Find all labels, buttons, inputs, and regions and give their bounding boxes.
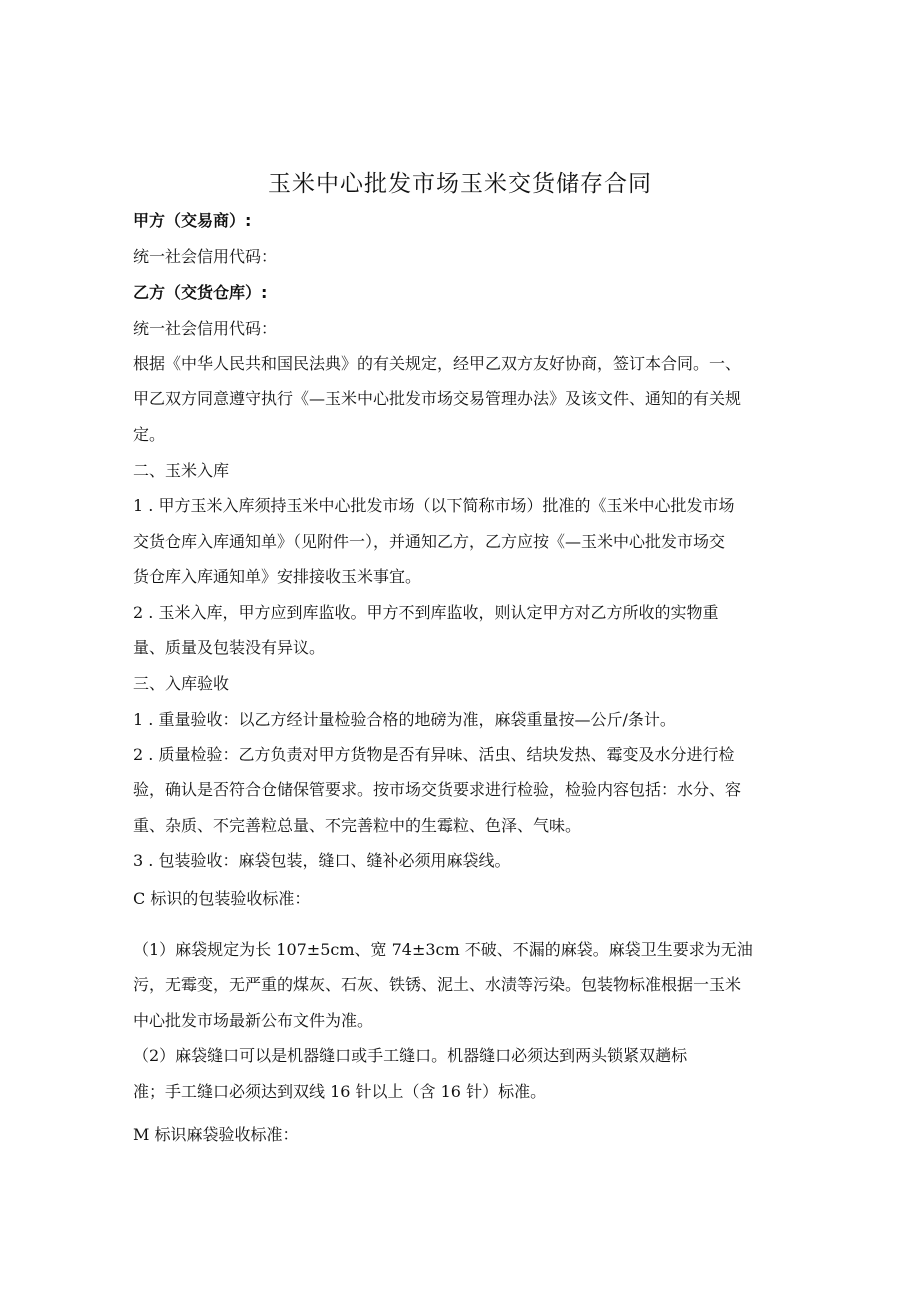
- party-b-label: 乙方（交货仓库）:: [133, 283, 268, 302]
- paragraph-line: 1 . 重量验收：以乙方经计量检验合格的地磅为准，麻袋重量按—公斤/条计。: [133, 710, 676, 729]
- section-heading: 三、入库验收: [133, 674, 230, 693]
- paragraph-line: 验，确认是否符合仓储保管要求。按市场交货要求进行检验，检验内容包括：水分、容: [133, 780, 742, 799]
- paragraph-line: 准；手工缝口必须达到双线 16 针以上（含 16 针）标准。: [133, 1082, 547, 1101]
- credit-code-b: 统一社会信用代码：: [133, 319, 278, 338]
- paragraph-line: 2 . 玉米入库，甲方应到库监收。甲方不到库监收，则认定甲方对乙方所收的实物重: [133, 603, 719, 622]
- credit-code-a: 统一社会信用代码：: [133, 247, 278, 266]
- paragraph-line: 污，无霉变，无严重的煤灰、石灰、铁锈、泥土、水渍等污染。包装物标准根据一玉米: [133, 975, 742, 994]
- paragraph-line: 3 . 包装验收：麻袋包装，缝口、缝补必须用麻袋线。: [133, 851, 511, 870]
- document-title: 玉米中心批发市场玉米交货储存合同: [268, 171, 652, 197]
- subsection-heading: C 标识的包装验收标准：: [133, 889, 311, 908]
- paragraph-line: （2）麻袋缝口可以是机器缝口或手工缝口。机器缝口必须达到两头锁紧双趟标: [133, 1046, 688, 1065]
- paragraph-line: 根据《中华人民共和国民法典》的有关规定，经甲乙双方友好协商，签订本合同。一、: [133, 354, 742, 373]
- paragraph-line: 中心批发市场最新公布文件为准。: [133, 1011, 374, 1030]
- paragraph-line: 1 . 甲方玉米入库须持玉米中心批发市场（以下简称市场）批准的《玉米中心批发市场: [133, 496, 735, 515]
- paragraph-line: 交货仓库入库通知单》（见附件一），并通知乙方，乙方应按《—玉米中心批发市场交: [133, 532, 726, 551]
- subsection-heading: M 标识麻袋验收标准：: [133, 1125, 299, 1144]
- section-heading: 二、玉米入库: [133, 461, 230, 480]
- paragraph-line: 重、杂质、不完善粒总量、不完善粒中的生霉粒、色泽、气味。: [133, 816, 582, 835]
- paragraph-line: 甲乙双方同意遵守执行《—玉米中心批发市场交易管理办法》及该文件、通知的有关规: [133, 389, 742, 408]
- paragraph-line: 量、质量及包装没有异议。: [133, 638, 326, 657]
- paragraph-line: （1）麻袋规定为长 107±5cm、宽 74±3cm 不破、不漏的麻袋。麻袋卫生要求为无油: [133, 940, 753, 959]
- paragraph-line: 2 . 质量检验：乙方负责对甲方货物是否有异味、活虫、结块发热、霉变及水分进行检: [133, 745, 735, 764]
- paragraph-line: 定。: [133, 425, 166, 444]
- party-a-label: 甲方（交易商）:: [133, 211, 252, 230]
- paragraph-line: 货仓库入库通知单》安排接收玉米事宜。: [133, 567, 422, 586]
